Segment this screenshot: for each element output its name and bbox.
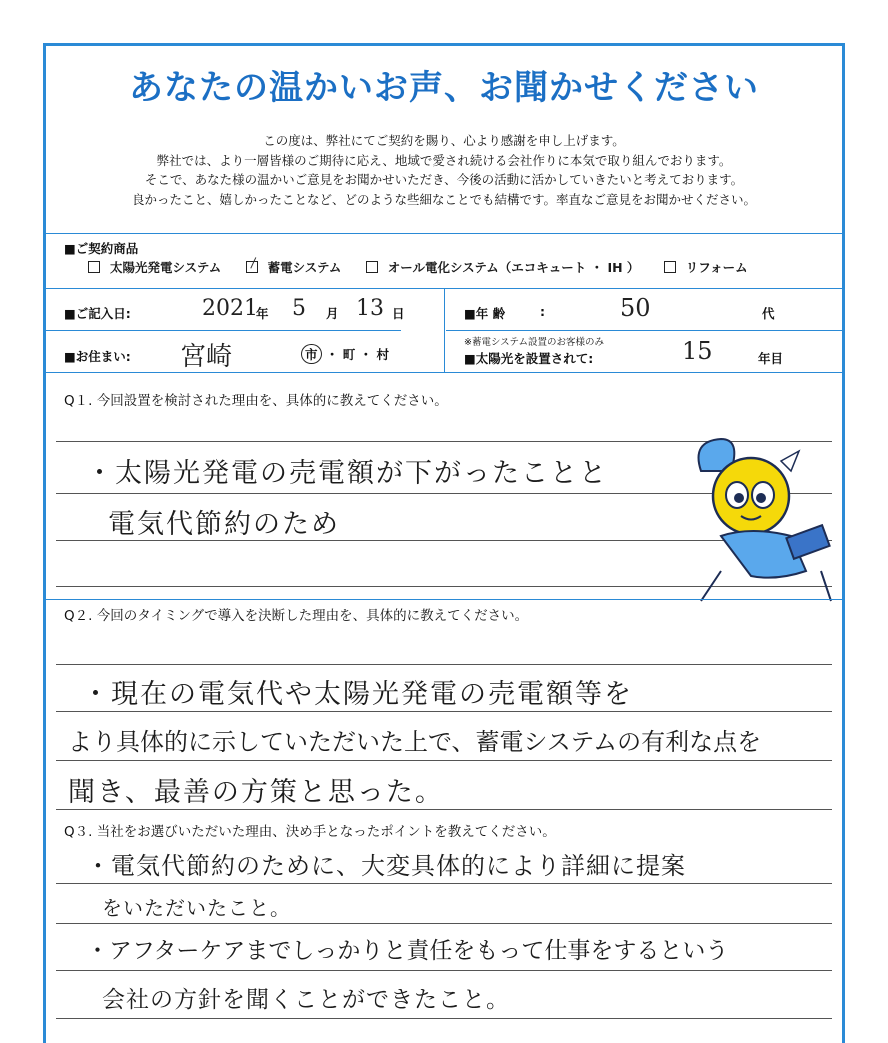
option-label: リフォーム — [685, 260, 748, 275]
option-battery[interactable] — [246, 260, 352, 275]
year-unit: 年 — [256, 306, 269, 321]
address-value: 宮崎 — [180, 342, 233, 372]
answer-2-line-2: より具体的に示していただいた上で、蓄電システムの有利な点を — [68, 728, 762, 756]
checkbox[interactable] — [664, 261, 676, 273]
checkbox[interactable] — [366, 261, 378, 273]
divider — [46, 372, 842, 373]
date-day: 13 — [356, 296, 384, 321]
option-all-electric[interactable] — [366, 260, 650, 275]
day-unit: 日 — [392, 306, 405, 321]
question-1: Q１. 今回設置を検討された理由を、具体的に教えてください。 — [64, 393, 448, 409]
contract-label: ■ご契約商品 — [64, 241, 139, 256]
village: 村 — [376, 347, 390, 362]
divider — [446, 330, 842, 331]
option-solar[interactable] — [88, 260, 231, 275]
answer-rule — [56, 1018, 832, 1019]
separator: ・ — [325, 347, 339, 362]
city-circled: 市 — [301, 344, 322, 364]
answer-rule — [56, 923, 832, 924]
address-units — [301, 344, 389, 364]
contract-options — [88, 258, 768, 276]
question-3: Q３. 当社をお選びいただいた理由、決め手となったポイントを教えてください。 — [64, 824, 556, 840]
solar-years-unit: 年目 — [758, 351, 784, 366]
answer-rule — [56, 809, 832, 810]
answer-rule — [56, 760, 832, 761]
intro-text — [46, 131, 842, 209]
answer-3-line-4: 会社の方針を聞くことができたこと。 — [102, 987, 510, 1013]
solar-note: ※蓄電システム設置のお客様のみ — [464, 337, 605, 348]
mascot-illustration — [681, 431, 836, 611]
checkbox-checked[interactable] — [246, 261, 258, 273]
answer-1-line-1: ・太陽光発電の売電額が下がったことと — [86, 458, 608, 489]
answer-2-line-1: ・現在の電気代や太陽光発電の売電額等を — [82, 679, 633, 710]
age-value: 50 — [620, 294, 651, 322]
form-title: あなたの温かいお声、お聞かせください — [129, 68, 759, 108]
checkbox[interactable] — [88, 261, 100, 273]
answer-3-line-1: ・電気代節約のために、大変具体的により詳細に提案 — [86, 852, 686, 880]
town: 町 — [342, 347, 356, 362]
solar-years-value: 15 — [682, 337, 713, 365]
answer-rule — [56, 711, 832, 712]
survey-form — [43, 43, 845, 1043]
answer-rule — [56, 970, 832, 971]
date-year: 2021 — [202, 296, 258, 321]
option-label: 太陽光発電システム — [110, 260, 222, 275]
age-colon: : — [540, 304, 545, 319]
answer-1-line-2: 電気代節約のため — [108, 509, 340, 540]
separator: ・ — [359, 347, 373, 362]
age-unit: 代 — [762, 306, 775, 321]
answer-3-line-3: ・アフターケアまでしっかりと責任をもって仕事をするという — [86, 938, 729, 964]
divider-vertical — [444, 288, 445, 372]
month-unit: 月 — [326, 306, 339, 321]
question-2: Q２. 今回のタイミングで導入を決断した理由を、具体的に教えてください。 — [64, 608, 529, 624]
answer-rule — [56, 664, 832, 665]
answer-3-line-2: をいただいたこと。 — [102, 896, 291, 920]
answer-2-line-3: 聞き、最善の方策と思った。 — [68, 777, 444, 808]
date-month: 5 — [292, 296, 306, 321]
option-label: オール電化システム（エコキュート ・ IH ） — [387, 260, 640, 275]
answer-rule — [56, 883, 832, 884]
divider — [46, 330, 401, 331]
solar-years-label: ■太陽光を設置されて: — [464, 351, 594, 366]
date-label: ■ご記入日: — [64, 306, 131, 321]
intro-line: この度は、弊社にてご契約を賜り、心より感謝を申し上げます。 — [263, 133, 625, 148]
address-label: ■お住まい: — [64, 349, 131, 364]
divider — [46, 599, 842, 600]
age-label: ■年 齢 — [464, 306, 506, 321]
intro-line: 良かったこと、嬉しかったことなど、どのような些細なことでも結構です。率直なご意見をお聞かせください。 — [131, 191, 756, 207]
option-reform[interactable] — [664, 260, 758, 275]
intro-line: 弊社では、より一層皆様のご期待に応え、地域で愛され続ける会社作りに本気で取り組んでおります。 — [156, 152, 732, 168]
option-label: 蓄電システム — [267, 260, 342, 275]
intro-line: そこで、あなた様の温かいご意見をお聞かせいただき、今後の活動に活かしていきたいと考えております。 — [144, 172, 744, 187]
divider — [46, 233, 842, 234]
